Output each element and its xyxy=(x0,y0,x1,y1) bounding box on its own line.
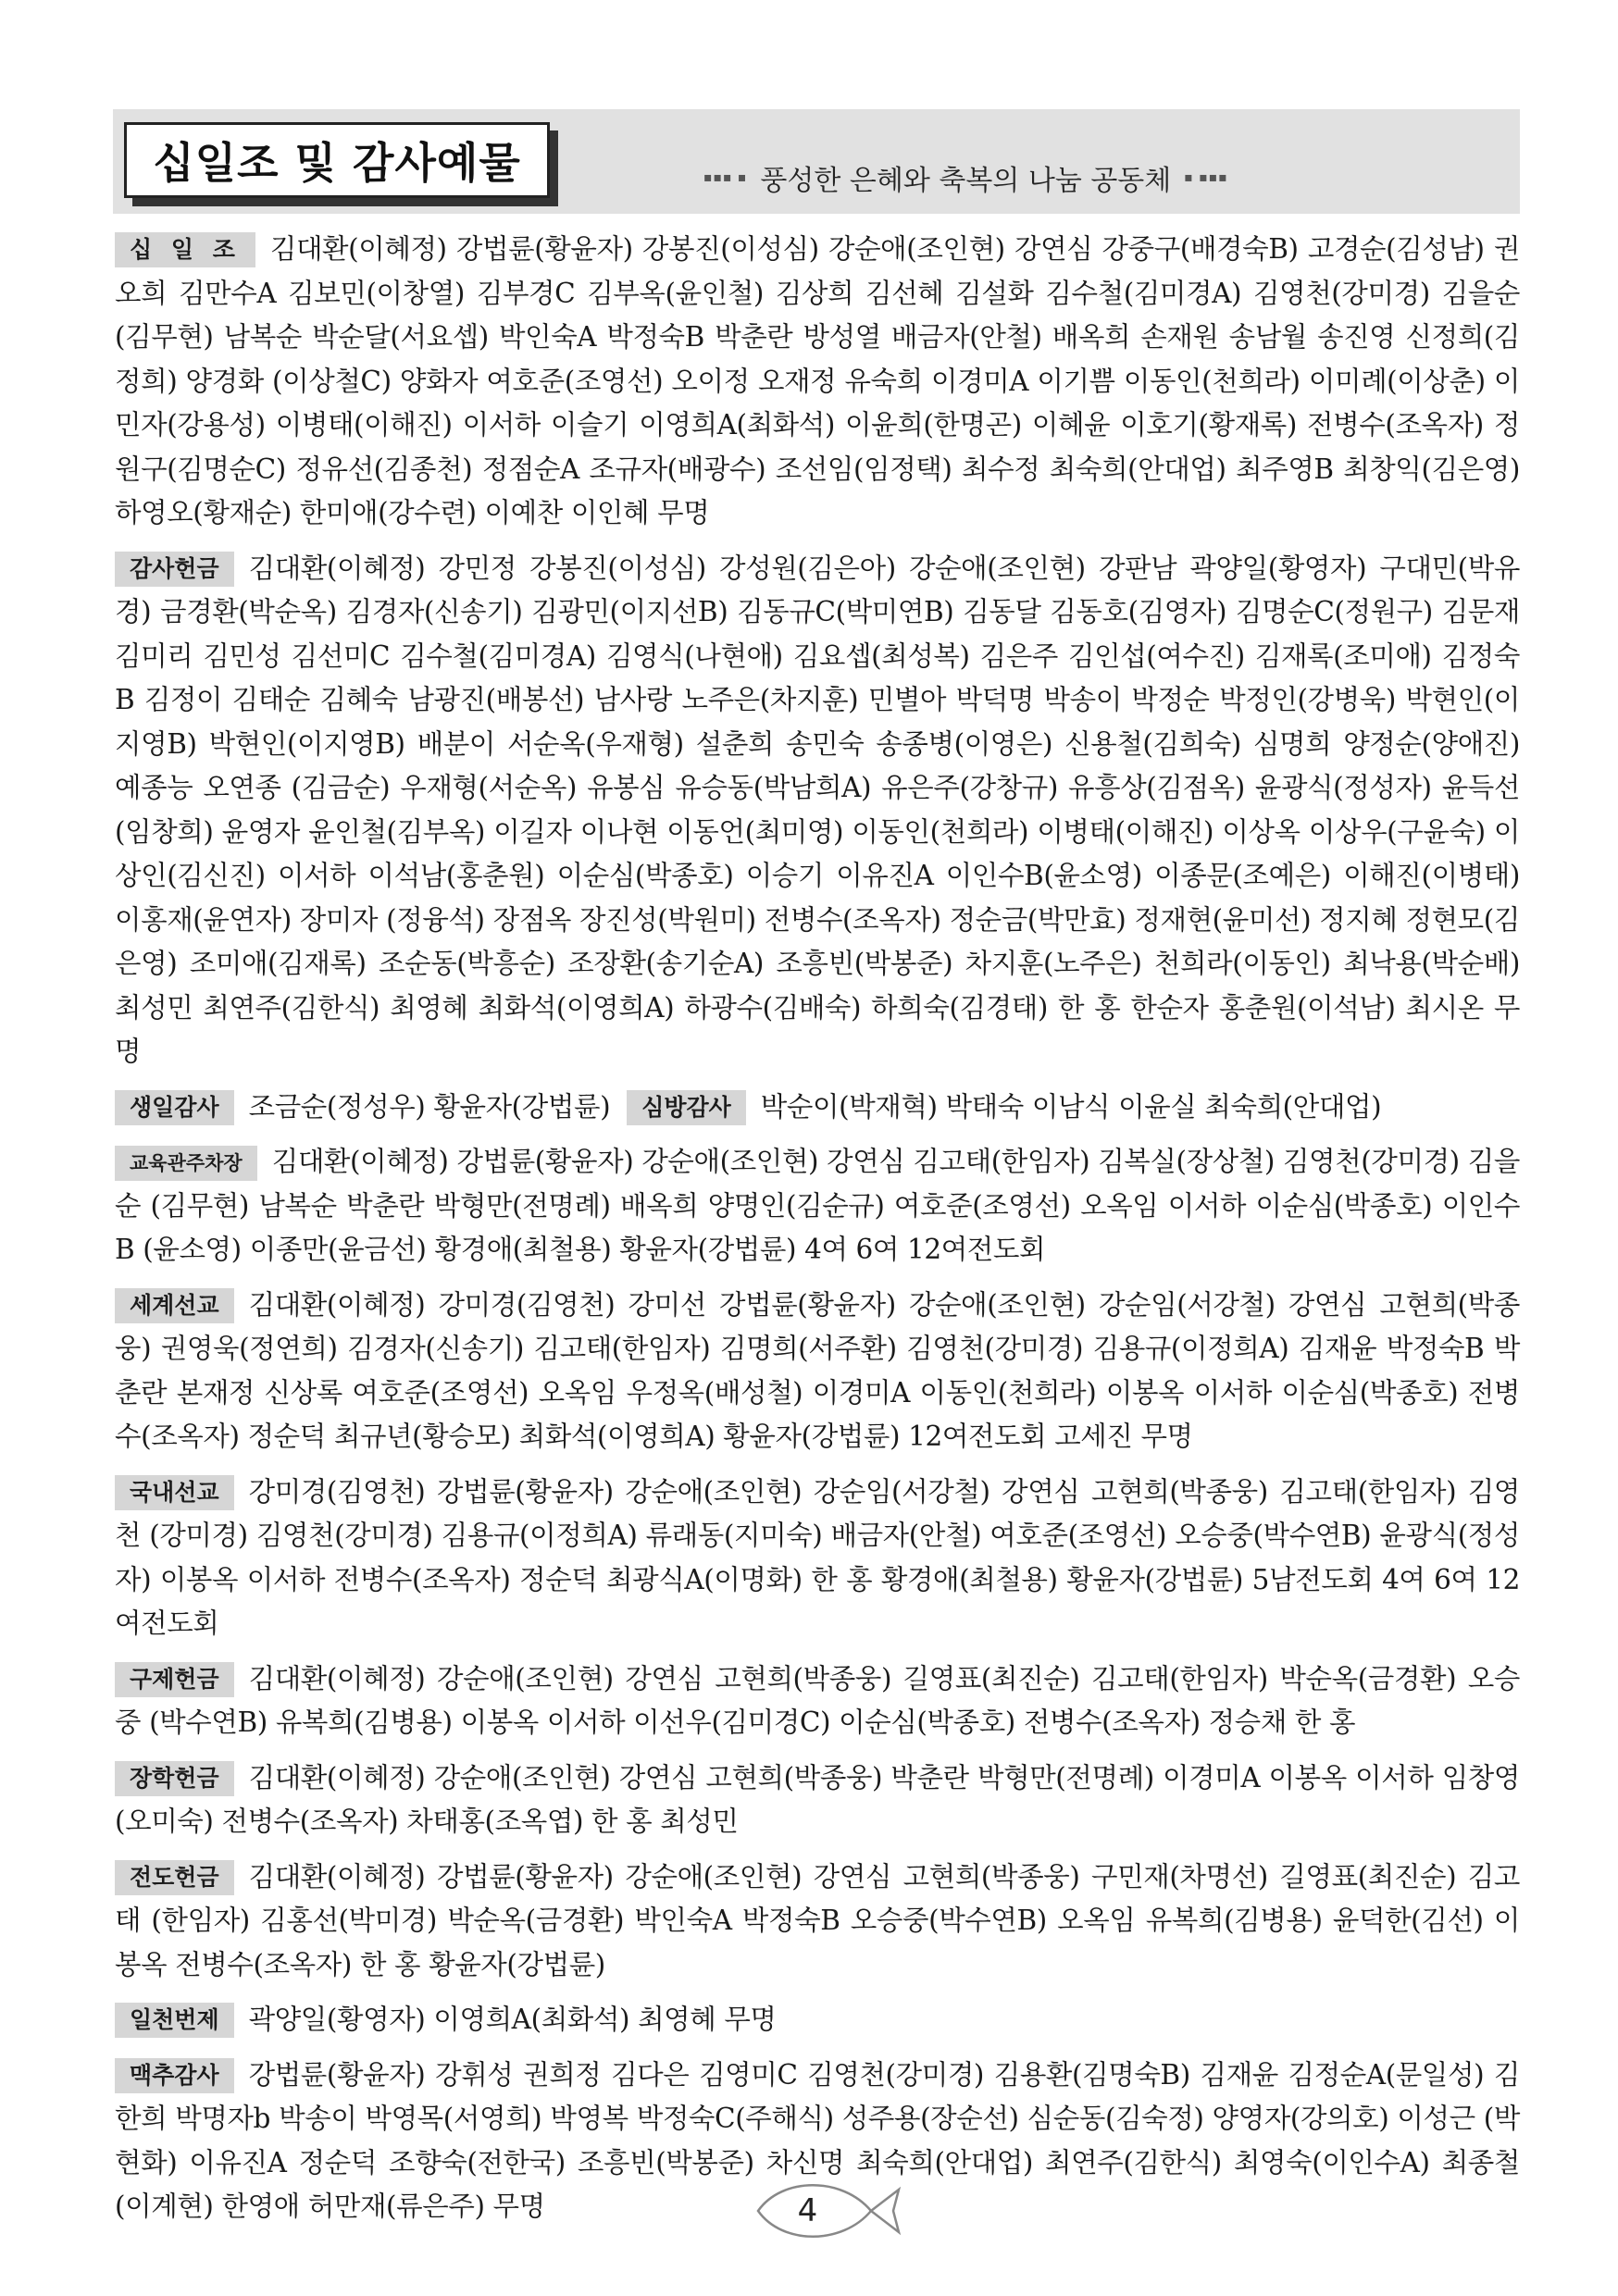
section-names: 곽양일(황영자) 이영희A(최화석) 최영혜 무명 xyxy=(248,2004,777,2035)
section-names: 김대환(이혜정) 강민정 강봉진(이성심) 강성원(김은아) 강순애(조인현) 강판남 곽양일(황영자) 구대민(박유경) 금경환(박순옥) 김경자(신송기) 김광민(이지선B) 김동규C(박미연B) 김동달 김동호(김영자) 김명순C(정원구) 김문재 김미리 김민성 김선미C 김수철(김미경A) 김영식(나현애) 김요셉(최성복) 김은주 김인섭(여수진) 김재록(조미애) 김정숙B 김정이 김태순 김혜숙 남광진(배봉선) 남사랑 노주은(차지훈) 민별아 박덕명 박송이 박정순 박정인(강병욱) 박현인(이지영B) 박현인(이지영B) 배분이 서순옥(우재형) 설춘희 송민숙 송종병(이영은) 신용철(김희숙) 심명희 양정순(양애진) 예종능 오연종 (김금순) 우재형(서순옥) 유봉심 유승동(박남희A) 유은주(강창규) 유흥상(김점옥) 윤광식(정성자) 윤득선(임창희) 윤영자 윤인철(김부옥) 이길자 이나현 이동언(최미영) 이동인(천희라) 이병태(이해진) 이상옥 이상우(구윤숙) 이상인(김신진) 이서하 이석남(홍춘원) 이순심(박종호) 이승기 이유진A 이인수B(윤소영) 이종문(조예은) 이해진(이병태) 이홍재(윤연자) 장미자 (정융석) 장점옥 장진성(박원미) 전병수(조옥자) 정순금(박만효) 정재현(윤미선) 정지혜 정현모(김은영) 조미애(김재록) 조순동(박흥순) 조장환(송기순A) 조흥빈(박봉준) 차지훈(노주은) 천희라(이동인) 최낙용(박순배) 최성민 최연주(김한식) 최영혜 최화석(이영희A) 하광수(김배숙) 하희숙(김경태) 한 홍 한순자 홍춘원(이석남) 최시온 무명 xyxy=(115,552,1520,1067)
section-names: 박순이(박재혁) 박태숙 이남식 이윤실 최숙희(안대업) xyxy=(760,1090,1382,1123)
section-label: 전도헌금 xyxy=(115,1860,234,1895)
right-dots-ornament: ▪ ▪▪▪ xyxy=(1184,170,1228,185)
section-names: 김대환(이혜정) 강순애(조인현) 강연심 고현희(박종웅) 길영표(최진순) 김고태(한임자) 박순옥(금경환) 오승중 (박수연B) 유복희(김병용) 이봉옥 이서하 이선우(김미경C) 이순심(박종호) 전병수(조옥자) 정승채 한 홍 xyxy=(115,1662,1520,1738)
section-label: 일천번제 xyxy=(115,2003,234,2038)
section-names: 조금순(정성우) 황윤자(강법륜) xyxy=(248,1090,611,1123)
section-tithe xyxy=(115,228,1520,536)
section-names: 강법륜(황윤자) 강휘성 권희정 김다은 김영미C 김영천(강미경) 김용환(김명숙B) 김재윤 김정순A(문일성) 김한희 박명자b 박송이 박영목(서영희) 박영복 박정숙C(주해식) 성주용(장순선) 심순동(김숙정) 양영자(강의호) 이성근 (박현화) 이유진A 정순덕 조향숙(전한국) 조흥빈(박봉준) 차신명 최숙희(안대업) 최연주(김한식) 최영숙(이인수A) 최종철 (이계현) 한영애 허만재(류은주) 무명 xyxy=(115,2058,1520,2222)
section-label: 십 일 조 xyxy=(115,232,255,267)
section-relief xyxy=(115,1657,1520,1745)
page-footer xyxy=(754,2177,902,2245)
section-thanksgiving xyxy=(115,547,1520,1074)
section-thousand-offering xyxy=(115,1998,1520,2042)
page-title: 십일조 및 감사예물 xyxy=(153,138,521,188)
section-evangelism xyxy=(115,1855,1520,1988)
section-label: 세계선교 xyxy=(115,1288,234,1323)
section-names: 김대환(이혜정) 강법륜(황윤자) 강순애(조인현) 강연심 고현희(박종웅) 구민재(차명선) 길영표(최진순) 김고태 (한임자) 김홍선(박미경) 박순옥(금경환) 박인숙A 박정숙B 오승중(박수연B) 오옥임 유복희(김병용) 윤덕한(김선) 이봉옥 전병수(조옥자) 한 홍 황윤자(강법륜) xyxy=(115,1860,1520,1980)
section-label: 생일감사 xyxy=(115,1090,234,1125)
section-scholarship xyxy=(115,1756,1520,1844)
section-label: 국내선교 xyxy=(115,1475,234,1510)
section-names: 김대환(이혜정) 강미경(김영천) 강미선 강법륜(황윤자) 강순애(조인현) 강순임(서강철) 강연심 고현희(박종웅) 권영욱(정연희) 김경자(신송기) 김고태(한임자) 김명희(서주환) 김영천(강미경) 김용규(이정희A) 김재윤 박정숙B 박춘란 본재정 신상록 여호준(조영선) 오옥임 우정옥(배성철) 이경미A 이동인(천희라) 이봉옥 이서하 이순심(박종호) 전병수(조옥자) 정순덕 최규년(황승모) 최화석(이영희A) 황윤자(강법륜) 12여전도회 고세진 무명 xyxy=(115,1288,1520,1452)
page-number: 4 xyxy=(797,2192,818,2229)
section-birthday-visit xyxy=(115,1086,1520,1130)
section-label: 장학헌금 xyxy=(115,1761,234,1796)
title-box xyxy=(124,122,550,198)
left-dots-ornament: ▪▪▪ ▪ xyxy=(703,170,748,185)
section-names: 강미경(김영천) 강법륜(황윤자) 강순애(조인현) 강순임(서강철) 강연심 고현희(박종웅) 김고태(한임자) 김영천 (강미경) 김영천(강미경) 김용규(이정희A) 류래동(지미숙) 배금자(안철) 여호준(조영선) 오승중(박수연B) 윤광식(정성자) 이봉옥 이서하 전병수(조옥자) 정순덕 최광식A(이명화) 한 홍 황경애(최철용) 황윤자(강법륜) 5남전도회 4여 6여 12여전도회 xyxy=(115,1475,1520,1639)
section-label: 감사헌금 xyxy=(115,552,234,587)
section-world-mission xyxy=(115,1284,1520,1459)
subtitle xyxy=(703,159,1228,196)
section-label: 구제헌금 xyxy=(115,1662,234,1697)
section-domestic-mission xyxy=(115,1471,1520,1646)
section-names: 김대환(이혜정) 강법륜(황윤자) 강순애(조인현) 강연심 김고태(한임자) 김복실(장상철) 김영천(강미경) 김을순 (김무현) 남복순 박춘란 박형만(전명례) 배옥희 양명인(김순규) 여호준(조영선) 오옥임 이서하 이순심(박종호) 이인수B (윤소영) 이종만(윤금선) 황경애(최철용) 황윤자(강법륜) 4여 6여 12여전도회 xyxy=(115,1146,1520,1265)
section-label: 심방감사 xyxy=(627,1090,746,1125)
section-names: 김대환(이혜정) 강법륜(황윤자) 강봉진(이성심) 강순애(조인현) 강연심 강중구(배경숙B) 고경순(김성남) 권오희 김만수A 김보민(이창열) 김부경C 김부옥(윤인철) 김상희 김선혜 김설화 김수철(김미경A) 김영천(강미경) 김을순(김무현) 남복순 박순달(서요셉) 박인숙A 박정숙B 박춘란 방성열 배금자(안철) 배옥희 손재원 송남월 송진영 신정희(김정희) 양경화 (이상철C) 양화자 여호준(조영선) 오이정 오재정 유숙희 이경미A 이기쁨 이동인(천희라) 이미례(이상춘) 이민자(강용성) 이병태(이해진) 이서하 이슬기 이영희A(최화석) 이윤희(한명곤) 이혜윤 이호기(황재록) 전병수(조옥자) 정원구(김명순C) 정유선(김종천) 정점순A 조규자(배광수) 조선임(임정택) 최수정 최숙희(안대업) 최주영B 최창익(김은영) 하영오(황재순) 한미애(강수련) 이예찬 이인혜 무명 xyxy=(115,233,1520,528)
section-names: 김대환(이혜정) 강순애(조인현) 강연심 고현희(박종웅) 박춘란 박형만(전명례) 이경미A 이봉옥 이서하 임창영 (오미숙) 전병수(조옥자) 차태홍(조옥엽) 한 홍 최성민 xyxy=(115,1761,1520,1837)
subtitle-text: 풍성한 은혜와 축복의 나눔 공동체 xyxy=(760,165,1172,197)
offering-list xyxy=(115,228,1520,2240)
section-label: 교육관주차장 xyxy=(115,1146,257,1181)
section-parking xyxy=(115,1140,1520,1272)
section-label: 맥추감사 xyxy=(115,2058,234,2093)
